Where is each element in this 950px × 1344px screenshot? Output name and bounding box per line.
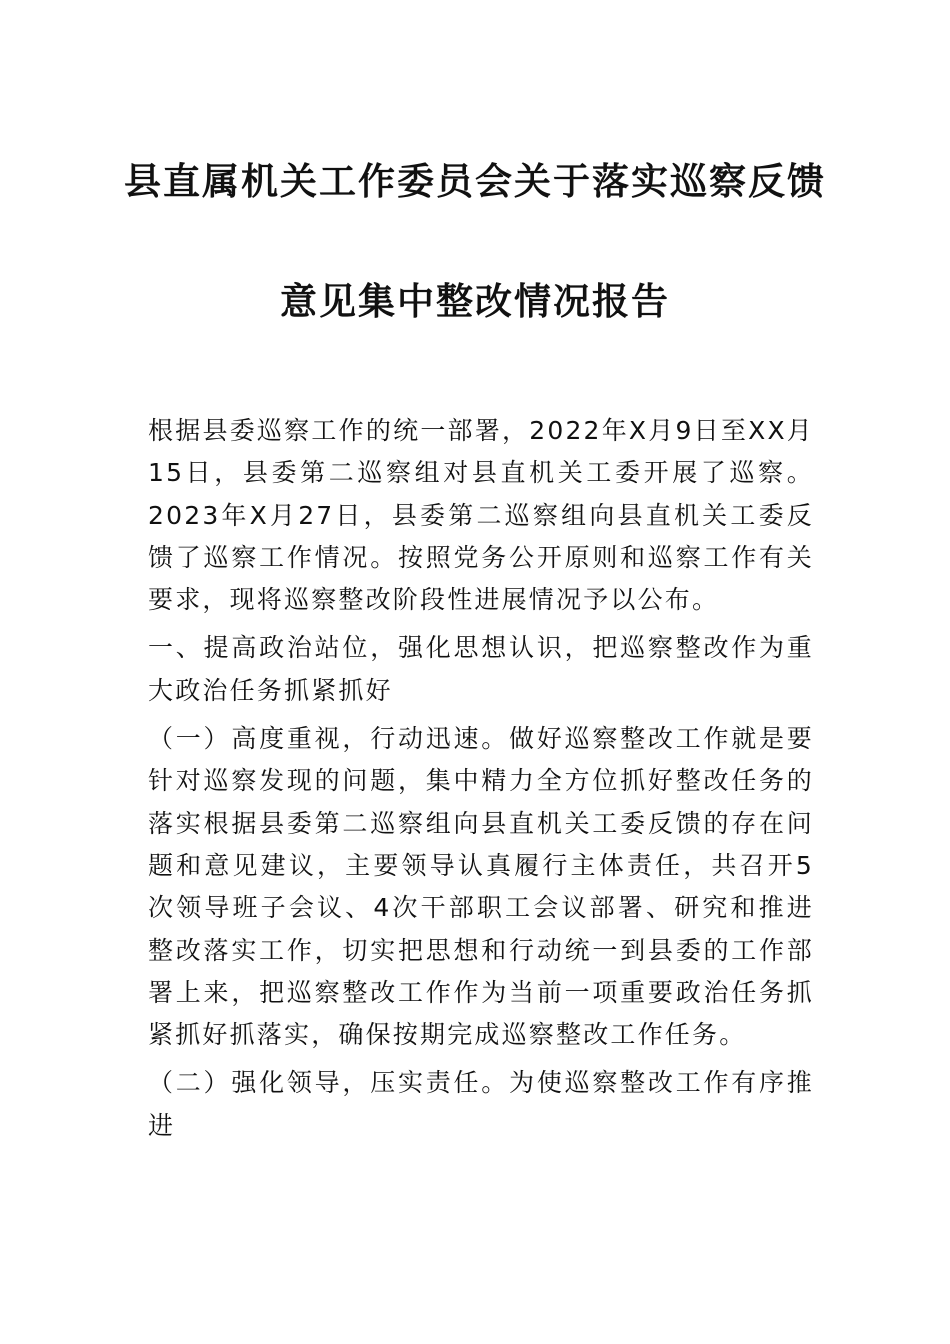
document-body xyxy=(148,410,814,1147)
document-title-line-1: 县直属机关工作委员会关于落实巡察反馈 xyxy=(124,159,826,203)
section-heading-1: 一、提高政治站位，强化思想认识，把巡察整改作为重大政治任务抓紧抓好 xyxy=(148,633,814,705)
paragraph-subsection-1: （一）高度重视，行动迅速。做好巡察整改工作就是要针对巡察发现的问题，集中精力全方位抓好整改任务的落实根据县委第二巡察组向县直机关工委反馈的存在问题和意见建议，主要领导认真履行主体责任，共召开5次领导班子会议、4次干部职工会议部署、研究和推进整改落实工作，切实把思想和行动统一到县委的工作部署上来，把巡察整改工作作为当前一项重要政治任务抓紧抓好抓落实，确保按期完成巡察整改工作任务。 xyxy=(148,724,814,1050)
paragraph-subsection-2: （二）强化领导，压实责任。为使巡察整改工作有序推进 xyxy=(148,1068,814,1140)
document-title-line-2: 意见集中整改情况报告 xyxy=(280,279,670,323)
paragraph-intro: 根据县委巡察工作的统一部署，2022年X月9日至XX月15日，县委第二巡察组对县直机关工委开展了巡察。2023年X月27日，县委第二巡察组向县直机关工委反馈了巡察工作情况。按照党务公开原则和巡察工作有关要求，现将巡察整改阶段性进展情况予以公布。 xyxy=(148,416,814,615)
